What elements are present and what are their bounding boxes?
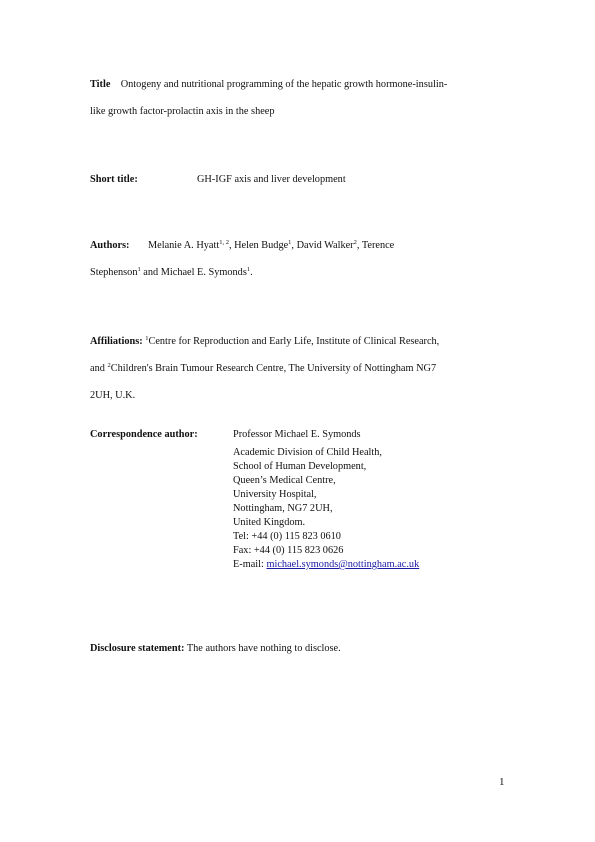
disclosure-row (90, 643, 341, 655)
affiliations-line-2 (90, 363, 436, 375)
address-line: United Kingdom. (233, 517, 306, 528)
disclosure-text: The authors have nothing to disclose. (184, 643, 341, 654)
authors-end: . (250, 267, 253, 278)
address-line: Academic Division of Child Health, (233, 447, 382, 458)
author-5-sup: 1 (246, 266, 251, 273)
disclosure-label: Disclosure statement: (90, 643, 185, 654)
title-line-2 (90, 106, 275, 118)
address-line: Queen’s Medical Centre, (233, 475, 336, 486)
author-1-sup: 1, 2 (219, 239, 229, 246)
correspondence-label: Correspondence author: (90, 429, 198, 440)
author-2-sup: 1 (288, 239, 292, 246)
affiliation-3-text: 2UH, U.K. (90, 390, 136, 401)
author-1: Melanie A. Hyatt (148, 240, 220, 251)
fax: Fax: +44 (0) 115 823 0626 (233, 545, 344, 556)
authors-label: Authors: (90, 240, 130, 251)
author-3-sup: 2 (353, 239, 357, 246)
affiliation-2-prefix: and (90, 363, 108, 374)
address-line: University Hospital, (233, 489, 317, 500)
address-line: Nottingham, NG7 2UH, (233, 503, 333, 514)
title-label: Title (90, 79, 111, 90)
address-line: School of Human Development, (233, 461, 367, 472)
author-4-first: , Terence (356, 240, 395, 251)
affiliations-line-3 (90, 390, 135, 402)
authors-line-2 (90, 267, 253, 279)
short-title-row (90, 174, 138, 186)
short-title-value: GH-IGF axis and liver development (197, 174, 346, 185)
email-row (233, 559, 419, 573)
title-line-1 (90, 79, 447, 91)
correspondence-block (233, 429, 419, 573)
author-3: , David Walker (291, 240, 354, 251)
short-title-label: Short title: (90, 174, 138, 185)
authors-line-1 (148, 240, 394, 252)
affiliation-2-text: Children's Brain Tumour Research Centre, The University of Nottingham NG7 (110, 363, 437, 374)
title-text-1: Ontogeny and nutritional programming of the hepatic growth hormone-insulin- (120, 79, 448, 90)
email-link[interactable]: michael.symonds@nottingham.ac.uk (266, 559, 420, 570)
email-label: E-mail: (233, 559, 267, 570)
authors-label-row (90, 240, 129, 252)
telephone: Tel: +44 (0) 115 823 0610 (233, 531, 341, 542)
affiliation-1-sup: 1 (145, 335, 149, 342)
affiliations-line-1 (90, 336, 439, 348)
correspondence-name: Professor Michael E. Symonds (233, 429, 361, 440)
page-number: 1 (499, 776, 505, 788)
author-4-last: Stephenson (90, 267, 138, 278)
affiliation-1-text: Centre for Reproduction and Early Life, Institute of Clinical Research, (148, 336, 440, 347)
title-text-2: like growth factor-prolactin axis in the sheep (90, 106, 275, 117)
author-2: , Helen Budge (228, 240, 289, 251)
author-5: and Michael E. Symonds (140, 267, 247, 278)
author-4-sup: 1 (137, 266, 141, 273)
affiliation-2-sup: 2 (107, 362, 111, 369)
affiliations-label: Affiliations: (90, 336, 143, 347)
short-title-value-row (197, 174, 346, 186)
